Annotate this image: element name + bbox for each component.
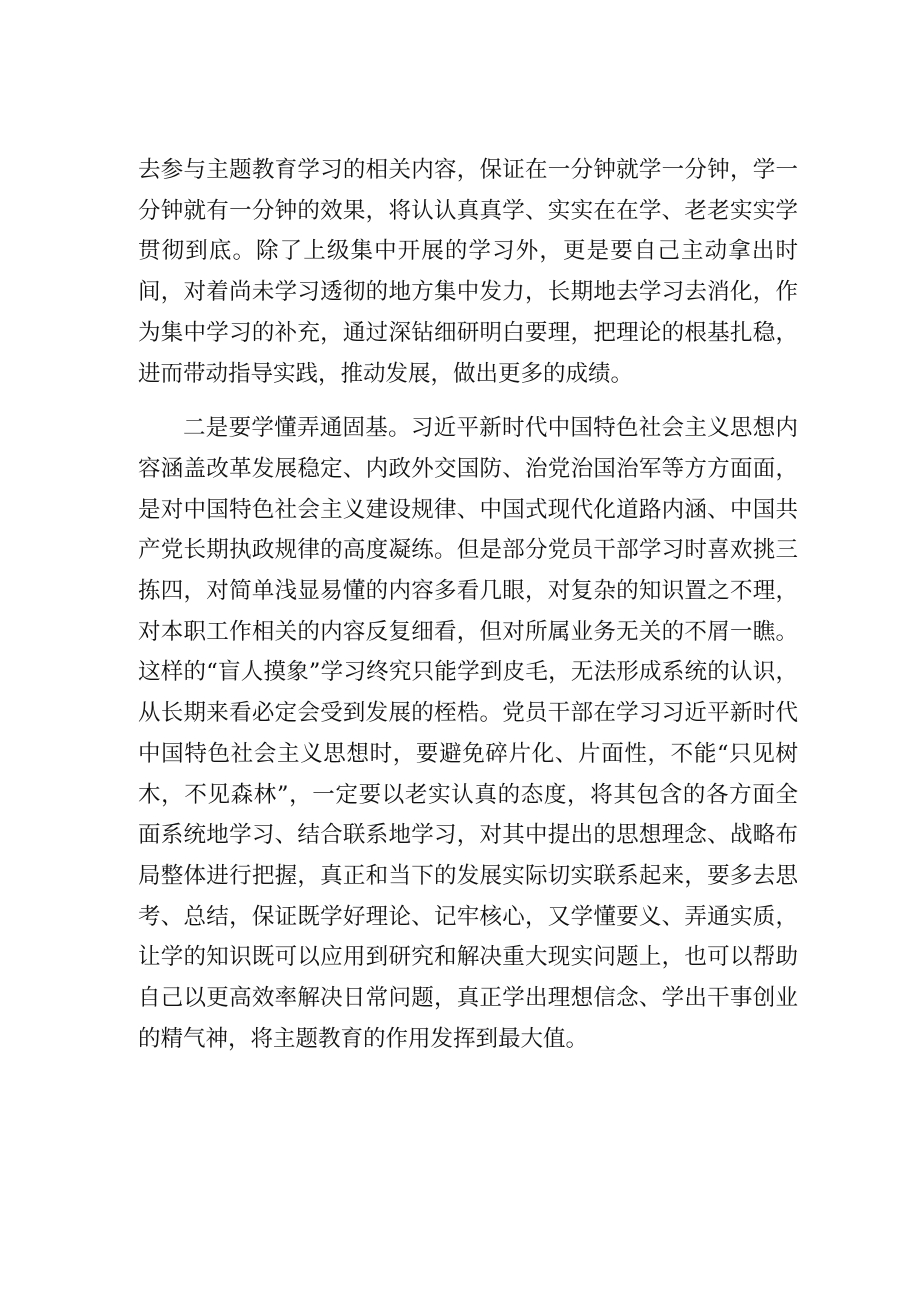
document-body	[138, 150, 798, 1073]
paragraph-continued: 去参与主题教育学习的相关内容，保证在一分钟就学一分钟，学一分钟就有一分钟的效果，将认认真真学、实实在在学、老老实实学贯彻到底。除了上级集中开展的学习外，更是要自己主动拿出时间，对着尚未学习透彻的地方集中发力，长期地去学习去消化，作为集中学习的补充，通过深钻细研明白要理，把理论的根基扎稳，进而带动指导实践，推动发展，做出更多的成绩。	[138, 157, 798, 387]
paragraph-second-point: 二是要学懂弄通固基。习近平新时代中国特色社会主义思想内容涵盖改革发展稳定、内政外交国防、治党治国治军等方方面面，是对中国特色社会主义建设规律、中国式现代化道路内涵、中国共产党长期执政规律的高度凝练。但是部分党员干部学习时喜欢挑三拣四，对简单浅显易懂的内容多看几眼，对复杂的知识置之不理，对本职工作相关的内容反复细看，但对所属业务无关的不屑一瞧。这样的“盲人摸象”学习终究只能学到皮毛，无法形成系统的认识，从长期来看必定会受到发展的桎梏。党员干部在学习习近平新时代中国特色社会主义思想时，要避免碎片化、片面性，不能“只见树木，不见森林”，一定要以老实认真的态度，将其包含的各方面全面系统地学习、结合联系地学习，对其中提出的思想理念、战略布局整体进行把握，真正和当下的发展实际切实联系起来，要多去思考、总结，保证既学好理论、记牢核心，又学懂要义、弄通实质，让学的知识既可以应用到研究和解决重大现实问题上，也可以帮助自己以更高效率解决日常问题，真正学出理想信念、学出干事创业的精气神，将主题教育的作用发挥到最大值。	[138, 415, 798, 1052]
